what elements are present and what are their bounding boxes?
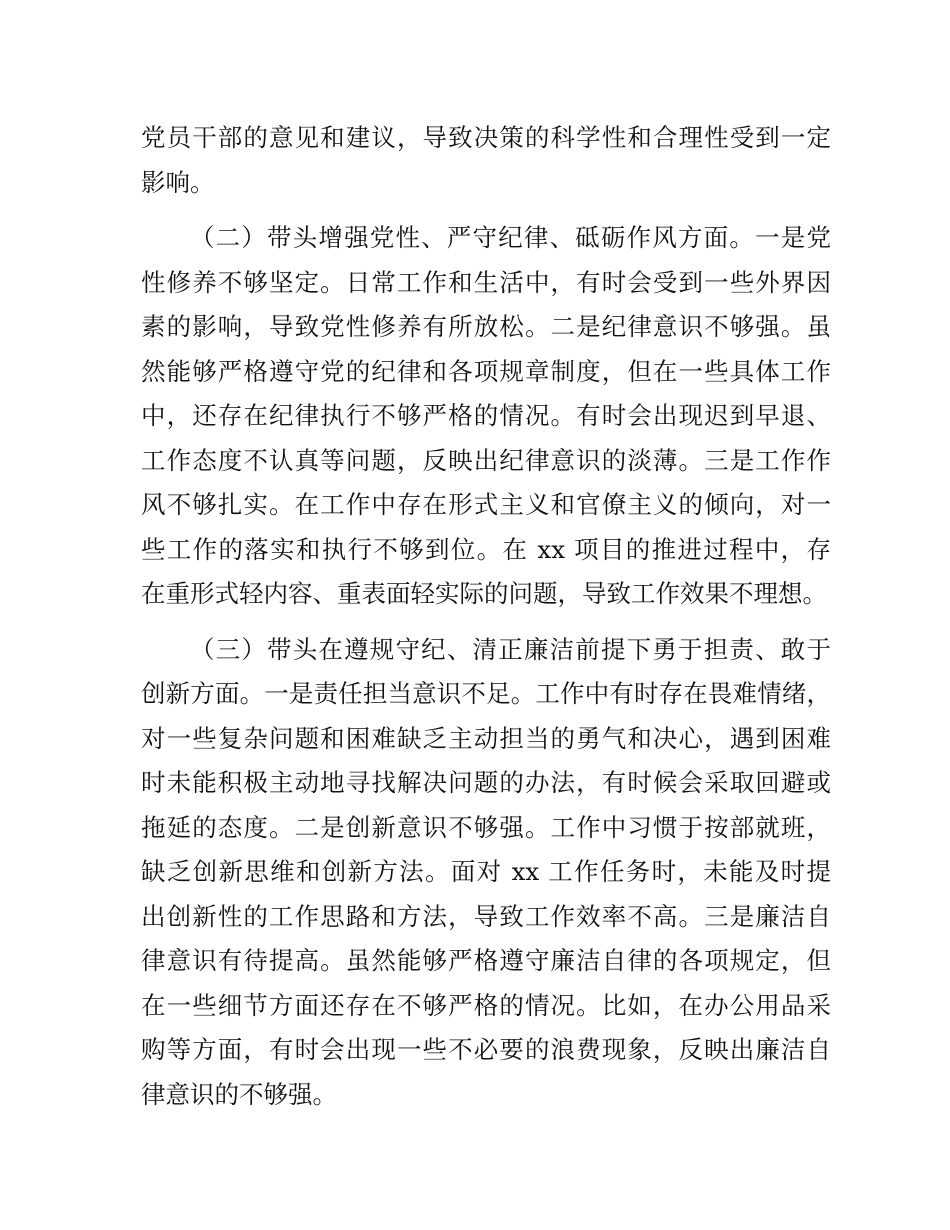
text-line: 在重形式轻内容、重表面轻实际的问题，导致工作效果不理想。 bbox=[141, 579, 827, 608]
text-line: 素的影响，导致党性修养有所放松。二是纪律意识不够强。虽 bbox=[141, 312, 831, 341]
text-line: （二）带头增强党性、严守纪律、砥砺作风方面。一是党 bbox=[190, 223, 831, 252]
text-line: 出创新性的工作思路和方法，导致工作效率不高。三是廉洁自 bbox=[141, 901, 831, 931]
text-line: 然能够严格遵守党的纪律和各项规章制度，但在一些具体工作 bbox=[141, 356, 831, 386]
body-text bbox=[141, 116, 831, 1117]
text-line: 中，还存在纪律执行不够严格的情况。有时会出现迟到早退、 bbox=[141, 401, 831, 430]
text-line: 些工作的落实和执行不够到位。在 xx 项目的推进过程中，存 bbox=[141, 534, 831, 564]
paragraph bbox=[141, 116, 831, 205]
text-line: 在一些细节方面还存在不够严格的情况。比如，在办公用品采 bbox=[141, 990, 831, 1020]
text-line: 律意识有待提高。虽然能够严格遵守廉洁自律的各项规定，但 bbox=[141, 946, 831, 975]
text-line: 党员干部的意见和建议，导致决策的科学性和合理性受到一定 bbox=[141, 123, 831, 152]
text-line: 影响。 bbox=[141, 167, 215, 197]
text-line: 律意识的不够强。 bbox=[141, 1079, 337, 1109]
text-line: 对一些复杂问题和困难缺乏主动担当的勇气和决心，遇到困难 bbox=[141, 723, 831, 753]
text-line: 缺乏创新思维和创新方法。面对 xx 工作任务时，未能及时提 bbox=[141, 857, 831, 886]
text-line: 风不够扎实。在工作中存在形式主义和官僚主义的倾向，对一 bbox=[141, 490, 831, 519]
text-line: 性修养不够坚定。日常工作和生活中，有时会受到一些外界因 bbox=[141, 267, 831, 297]
text-line: （三）带头在遵规守纪、清正廉洁前提下勇于担责、敢于 bbox=[190, 634, 831, 664]
text-line: 创新方面。一是责任担当意识不足。工作中有时存在畏难情绪， bbox=[141, 679, 831, 708]
text-line: 工作态度不认真等问题，反映出纪律意识的淡薄。三是工作作 bbox=[141, 445, 831, 475]
text-line: 拖延的态度。二是创新意识不够强。工作中习惯于按部就班， bbox=[141, 812, 831, 842]
text-line: 时未能积极主动地寻找解决问题的办法，有时候会采取回避或 bbox=[141, 768, 831, 797]
text-line: 购等方面，有时会出现一些不必要的浪费现象，反映出廉洁自 bbox=[141, 1035, 831, 1064]
paragraph bbox=[141, 628, 831, 1118]
paragraph bbox=[141, 216, 831, 617]
